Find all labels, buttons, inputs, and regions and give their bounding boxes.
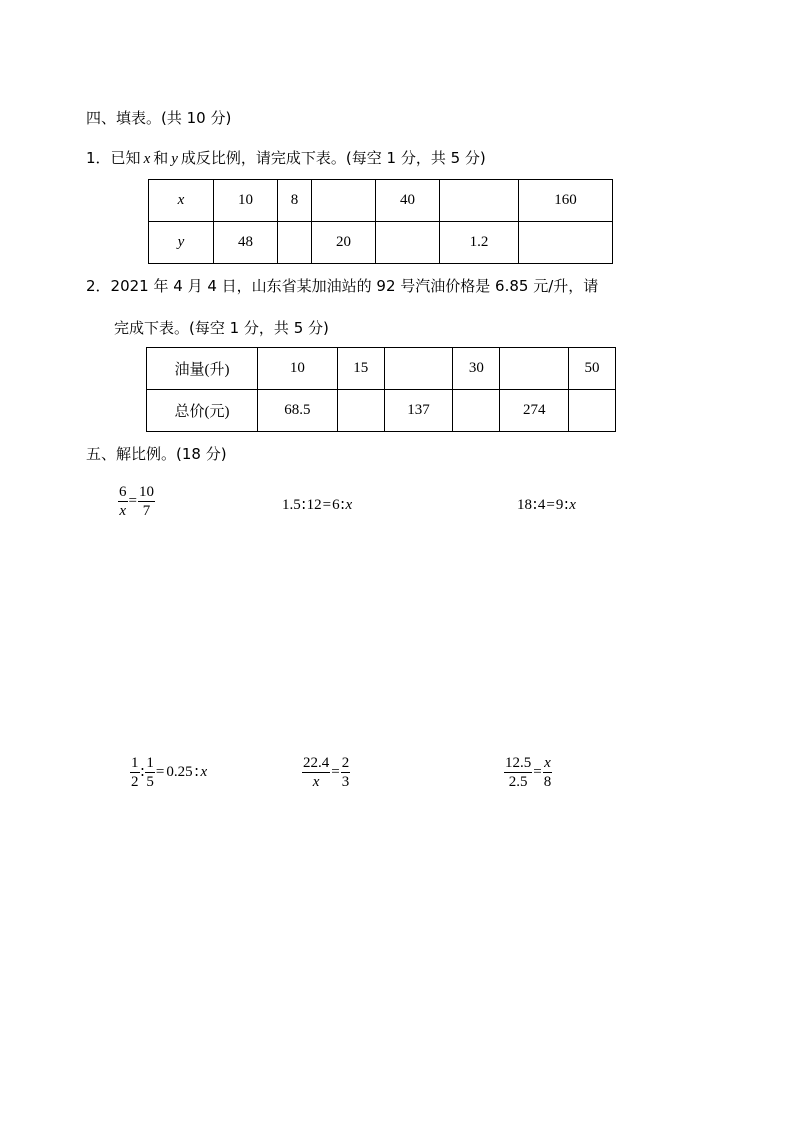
numerator: 12.5 (505, 755, 532, 771)
table-cell: 68.5 (258, 390, 338, 432)
inverse-proportion-table (148, 179, 613, 264)
equals-sign: = (128, 493, 137, 509)
table-cell-blank[interactable] (278, 222, 312, 264)
fraction-right (543, 754, 553, 791)
numerator: x (544, 755, 551, 771)
table-cell: 10 (258, 348, 338, 390)
numerator: 22.4 (303, 755, 330, 771)
table-cell: 50 (569, 348, 616, 390)
numerator: 1 (131, 755, 139, 771)
equation-3 (517, 496, 576, 515)
row-label-fuel: 油量(升) (147, 348, 258, 390)
equals-sign: = (322, 497, 332, 513)
denominator: 2 (131, 774, 139, 790)
table-cell-blank[interactable] (453, 390, 500, 432)
question1-text-b: 和 (153, 149, 169, 167)
numerator: 6 (119, 484, 127, 500)
fraction-left (302, 754, 330, 791)
fraction-left (504, 754, 532, 791)
row-label-x: x (149, 180, 214, 222)
question2-text-line2: 完成下表。(每空 1 分，共 5 分) (114, 319, 329, 337)
table-cell-blank[interactable] (337, 390, 384, 432)
equals-sign: = (533, 764, 542, 780)
question2-text-line1: 2021 年 4 月 4 日，山东省某加油站的 92 号汽油价格是 6.85 元/升，请 (110, 277, 599, 295)
denominator: 5 (146, 774, 154, 790)
equation-4 (130, 754, 208, 791)
table-cell-blank[interactable] (569, 390, 616, 432)
question2-line1 (86, 276, 598, 296)
table-cell-blank[interactable] (312, 180, 376, 222)
table-cell: 8 (278, 180, 312, 222)
equation-5 (302, 754, 350, 791)
ratio-sign: ∶ (301, 498, 306, 514)
question1-text-c: 成反比例，请完成下表。(每空 1 分，共 5 分) (180, 149, 486, 167)
fraction-left (118, 483, 128, 520)
equals-sign: = (331, 764, 340, 780)
table-cell: 274 (500, 390, 569, 432)
table-row-total (147, 390, 616, 432)
question1-var-x: x (143, 151, 151, 167)
denominator: x (312, 774, 320, 790)
unknown-x: x (569, 496, 576, 513)
table-cell-blank[interactable] (440, 180, 519, 222)
numerator: 10 (138, 484, 154, 500)
term: 18 (517, 496, 532, 513)
table-cell-blank[interactable] (519, 222, 613, 264)
table-cell: 160 (519, 180, 613, 222)
numerator: 2 (341, 755, 350, 771)
table-cell: 137 (384, 390, 453, 432)
table-row-x (149, 180, 613, 222)
term: 6 (332, 496, 340, 513)
denominator: 3 (341, 774, 350, 790)
question1-text (86, 148, 486, 169)
question1-number: 1． (86, 149, 111, 167)
table-cell: 48 (214, 222, 278, 264)
numerator: 1 (146, 755, 154, 771)
table-cell-blank[interactable] (384, 348, 453, 390)
table-cell: 10 (214, 180, 278, 222)
section4-heading: 四、填表。(共 10 分) (86, 109, 232, 127)
denominator: x (119, 503, 127, 519)
ratio-sign: ∶ (194, 765, 199, 781)
table-row-fuel (147, 348, 616, 390)
equals-sign: = (155, 764, 165, 780)
ratio-sign: ∶ (564, 498, 569, 514)
ratio-sign: ∶ (140, 765, 145, 781)
term: 1.5 (282, 496, 301, 513)
table-cell-blank[interactable] (500, 348, 569, 390)
denominator: 2.5 (508, 774, 528, 790)
equation-1 (118, 483, 155, 520)
table-row-y (149, 222, 613, 264)
term: 0.25 (166, 764, 193, 780)
term: 12 (306, 496, 322, 513)
fraction-2 (145, 754, 155, 791)
row-label-y: y (149, 222, 214, 264)
fraction-right (138, 483, 155, 520)
fraction-right (341, 754, 351, 791)
question1-var-y: y (171, 151, 178, 167)
unknown-x: x (345, 496, 353, 513)
fuel-price-table (146, 347, 616, 432)
equals-sign: = (546, 497, 555, 513)
table-cell: 15 (337, 348, 384, 390)
table-cell-blank[interactable] (376, 222, 440, 264)
table-cell: 20 (312, 222, 376, 264)
denominator: 7 (142, 503, 151, 519)
denominator: 8 (543, 774, 552, 790)
row-label-total: 总价(元) (147, 390, 258, 432)
table-cell: 40 (376, 180, 440, 222)
term: 4 (537, 496, 546, 513)
section5-heading: 五、解比例。(18 分) (86, 445, 227, 463)
term: 9 (555, 496, 564, 513)
table-cell: 1.2 (440, 222, 519, 264)
question2-number: 2． (86, 277, 111, 295)
table-cell: 30 (453, 348, 500, 390)
equation-2 (282, 496, 352, 515)
ratio-sign: ∶ (340, 498, 345, 514)
ratio-sign: ∶ (533, 498, 537, 514)
fraction-1 (130, 754, 140, 791)
equation-6 (504, 754, 552, 791)
unknown-x: x (200, 764, 208, 780)
question1-text-a: 已知 (110, 149, 141, 167)
